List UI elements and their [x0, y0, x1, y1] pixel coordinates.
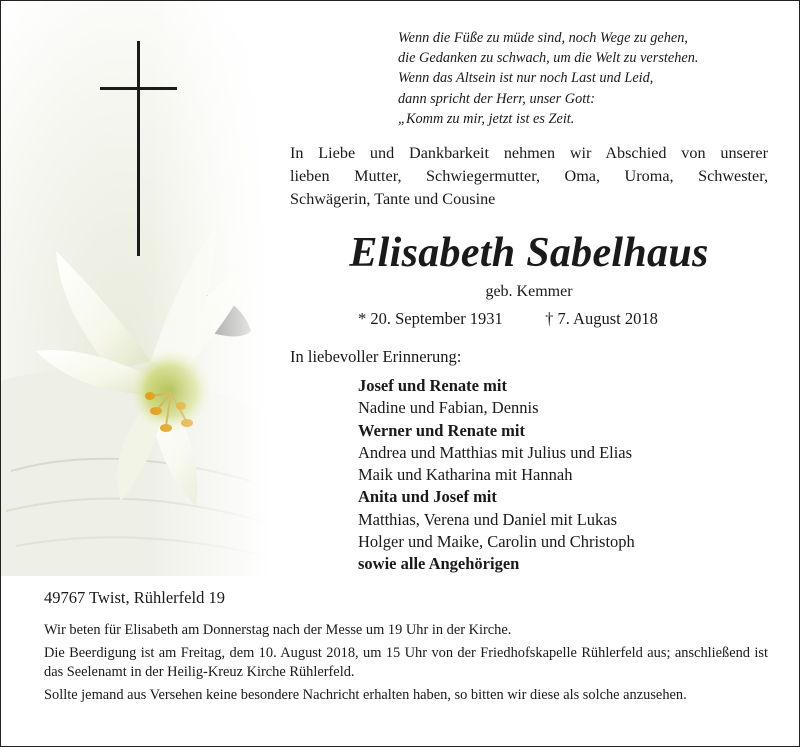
poem-line: „Komm zu mir, jetzt ist es Zeit. [398, 110, 575, 127]
family-line: Anita und Josef mit [358, 487, 497, 507]
family-list [358, 375, 635, 576]
intro-line: In Liebe und Dankbarkeit nehmen wir Abschied von unserer [290, 144, 768, 162]
note-paragraph: Die Beerdigung ist am Freitag, dem 10. August 2018, um 15 Uhr von der Friedhofskapelle Rühlerfeld aus; anschließend ist das Seelenamt in der Heilig-Kreuz Kirche Rühlerfeld. [44, 644, 768, 681]
note-paragraph: Wir beten für Elisabeth am Donnerstag nach der Messe um 19 Uhr in der Kirche. [44, 622, 512, 638]
note-paragraph: Sollte jemand aus Versehen keine besondere Nachricht erhalten haben, so bitten wir diese als solche anzusehen. [44, 686, 687, 703]
death-date: † 7. August 2018 [545, 309, 658, 328]
family-line: sowie alle Angehörigen [358, 554, 520, 574]
intro-line: Schwägerin, Tante und Cousine [290, 190, 496, 209]
intro-line: lieben Mutter, Schwiegermutter, Oma, Uroma, Schwester, [290, 167, 768, 186]
address: 49767 Twist, Rühlerfeld 19 [44, 588, 225, 607]
family-line: Maik und Katharina mit Hannah [358, 465, 573, 485]
family-line: Matthias, Verena und Daniel mit Lukas [358, 509, 618, 529]
memory-title: In liebevoller Erinnerung: [290, 347, 462, 366]
life-dates [358, 308, 658, 330]
poem-line: die Gedanken zu schwach, um die Welt zu verstehen. [398, 50, 699, 67]
family-line: Holger und Maike, Carolin und Christoph [358, 532, 635, 552]
family-line: Nadine und Fabian, Dennis [358, 398, 539, 418]
family-line: Werner und Renate mit [358, 420, 525, 440]
lily-and-cross-image [1, 1, 271, 576]
notes [44, 621, 768, 705]
intro-text [290, 142, 768, 212]
poem-line: Wenn das Altsein ist nur noch Last und Leid, [398, 70, 654, 87]
poem-line: dann spricht der Herr, unser Gott: [398, 90, 595, 107]
family-line: Josef und Renate mit [358, 376, 507, 395]
birth-date: * 20. September 1931 [358, 309, 503, 328]
poem-line: Wenn die Füße zu müde sind, noch Wege zu gehen, [398, 30, 688, 46]
deceased-name: Elisabeth Sabelhaus [349, 230, 709, 276]
family-line: Andrea und Matthias mit Julius und Elias [358, 442, 633, 462]
born-name: geb. Kemmer [485, 283, 573, 300]
poem [398, 28, 778, 129]
